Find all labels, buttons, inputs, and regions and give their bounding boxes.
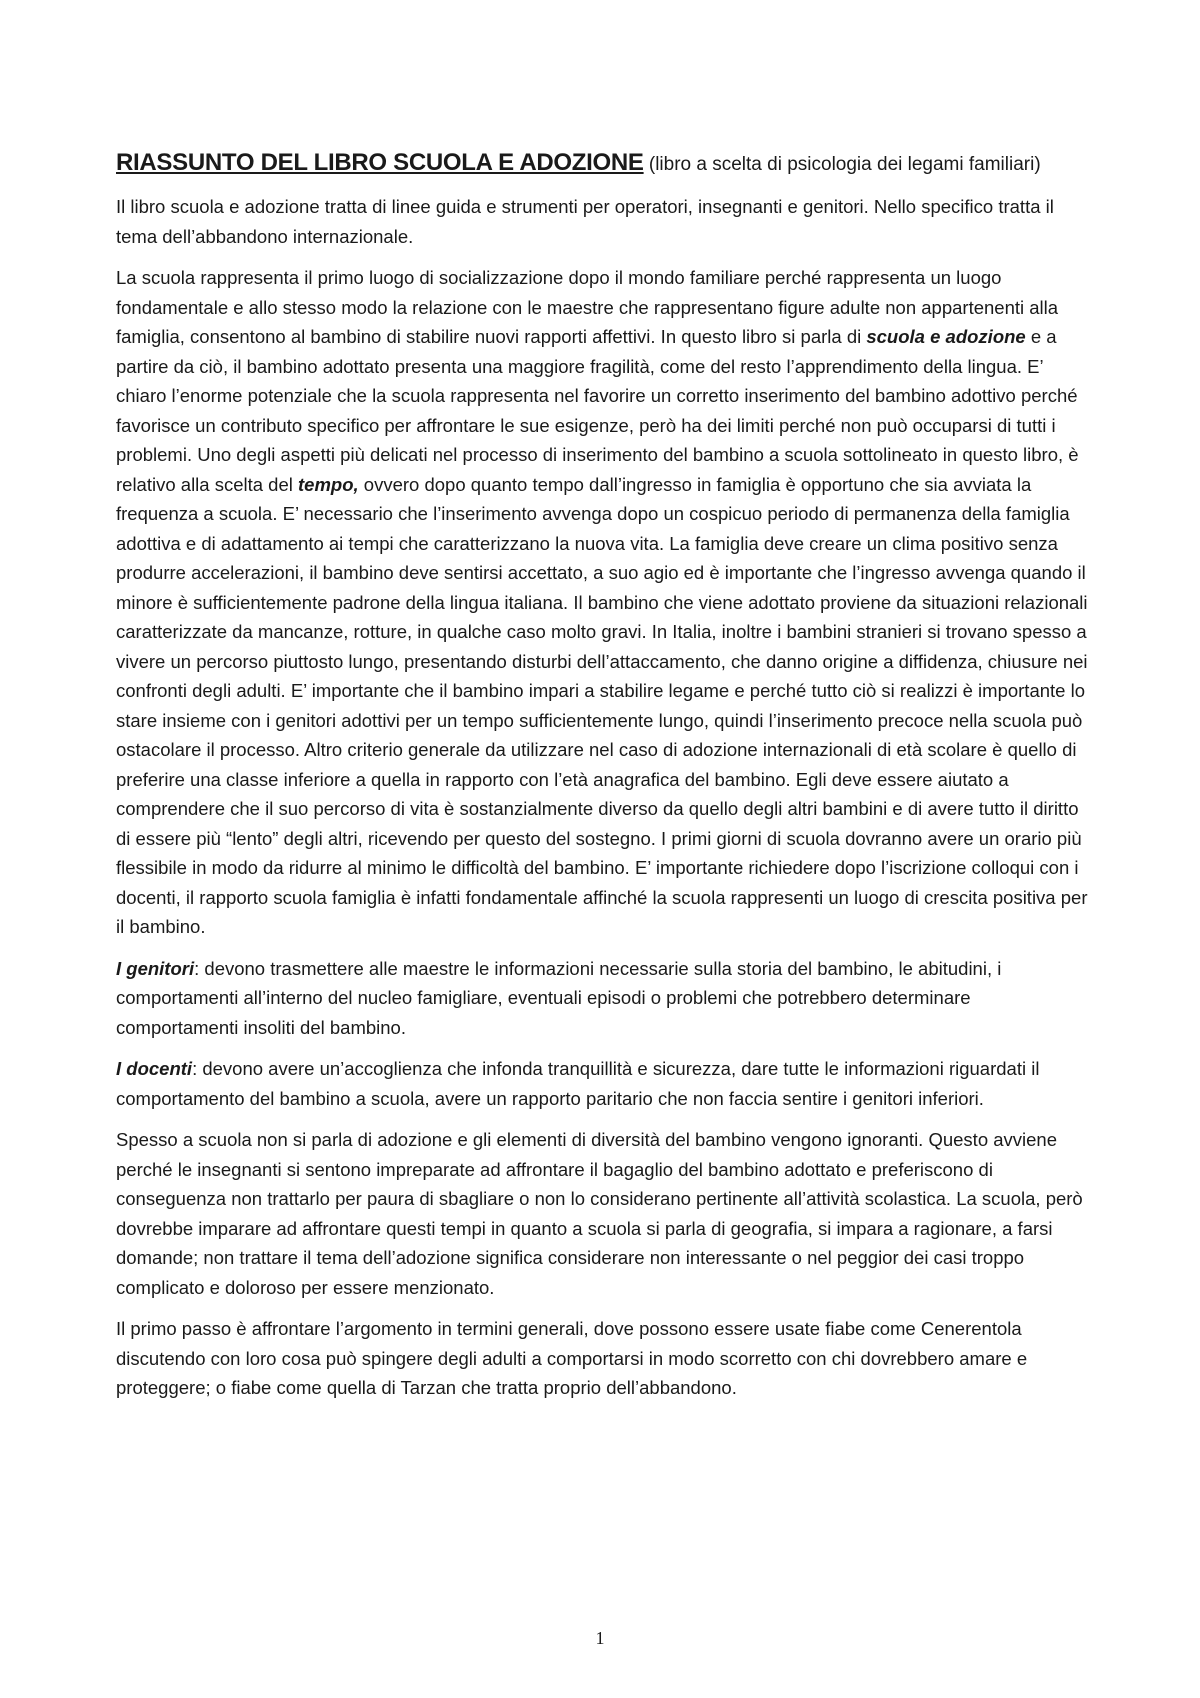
body-paragraph [116,263,1096,942]
adozione-paragraph: Spesso a scuola non si parla di adozione e gli elementi di diversità del bambino vengono ignoranti. Questo avviene perché le insegnanti si sentono impreparate ad affrontare il bagaglio del bambino adottato e preferiscono di conseguenza non trattarlo per paura di sbagliare o non lo considerano pertinente all’attività scolastica. La scuola, però dovrebbe imparare ad affrontare questi tempi in quanto a scuola si parla di geografia, si impara a ragionare, a farsi domande; non trattare il tema dell’adozione significa considerare non interessante o nel peggior dei casi troppo complicato e doloroso per essere menzionato. [116,1129,1083,1298]
body-text-3: ovvero dopo quanto tempo dall’ingresso in famiglia è opportuno che sia avviata la frequenza a scuola. E’ necessario che l’inserimento avvenga dopo un cospicuo periodo di permanenza della famiglia adottiva e di adattamento ai tempi che caratterizzano la nuova vita. La famiglia deve creare un clima positivo senza produrre accelerazioni, il bambino deve sentirsi accettato, a suo agio ed è importante che l’ingresso avvenga quando il minore è sufficientemente padrone della lingua italiana. Il bambino che viene adottato proviene da situazioni relazionali caratterizzate da mancanze, rotture, in qualche caso molto gravi. In Italia, inoltre i bambini stranieri si trovano spesso a vivere un percorso piuttosto lungo, presentando disturbi dell’attaccamento, che danno origine a diffidenza, chiusure nei confronti degli adulti. E’ importante che il bambino impari a stabilire legame e perché tutto ciò si realizzi è importante lo stare insieme con i genitori adottivi per un tempo sufficientemente lungo, quindi l’inserimento precoce nella scuola può ostacolare il processo. Altro criterio generale da utilizzare nel caso di adozione internazionali di età scolare è quello di preferire una classe inferiore a quella in rapporto con l’età anagrafica del bambino. Egli deve essere aiutato a comprendere che il suo percorso di vita è sostanzialmente diverso da quello degli altri bambini e di avere tutto il diritto di essere più “lento” degli altri, ricevendo per questo del sostegno. I primi giorni di scuola dovranno avere un orario più flessibile in modo da ridurre al minimo le difficoltà del bambino. E’ importante richiedere dopo l’iscrizione colloqui con i docenti, il rapporto scuola famiglia è infatti fondamentale affinché la scuola rappresenti un luogo di crescita positiva per il bambino. [116,473,1088,937]
body-text-1: La scuola rappresenta il primo luogo di socializzazione dopo il mondo familiare perché rappresenta un luogo fondamentale e allo stesso modo la relazione con le maestre che rappresentano figure adulte non appartenenti alla famiglia, consentono al bambino di stabilire nuovi rapporti affettivi. In questo libro si parla di [116,267,1059,347]
document-title [116,148,1096,180]
docenti-text: : devono avere un’accoglienza che infonda tranquillità e sicurezza, dare tutte le informazioni riguardati il comportamento del bambino a scuola, avere un rapporto paritario che non faccia sentire i genitori inferiori. [116,1058,1040,1109]
emphasis-scuola-adozione: scuola e adozione [866,326,1026,347]
genitori-text: : devono trasmettere alle maestre le informazioni necessarie sulla storia del bambino, le abitudini, i comportamenti all’interno del nucleo famigliare, eventuali episodi o problemi che potrebbero determinare comportamenti insoliti del bambino. [116,957,1002,1038]
genitori-paragraph [116,954,1096,1043]
intro-paragraph: Il libro scuola e adozione tratta di linee guida e strumenti per operatori, insegnanti e genitori. Nello specifico tratta il tema dell’abbandono internazionale. [116,196,1054,247]
title-main: RIASSUNTO DEL LIBRO SCUOLA E ADOZIONE [116,149,644,176]
title-subtitle: (libro a scelta di psicologia dei legami familiari) [643,154,1041,175]
docenti-lead: I docenti [116,1058,193,1079]
document-page [116,148,1096,1415]
docenti-paragraph [116,1054,1096,1113]
emphasis-tempo: tempo, [298,473,359,495]
fiabe-paragraph: Il primo passo è affrontare l’argomento in termini generali, dove possono essere usate fiabe come Cenerentola discutendo con loro cosa può spingere degli adulti a comportarsi in modo scorretto con chi dovrebbero amare e proteggere; o fiabe come quella di Tarzan che tratta proprio dell’abbandono. [116,1318,1028,1398]
body-text-2: e a partire da ciò, il bambino adottato presenta una maggiore fragilità, come del resto l’apprendimento della lingua. E’ chiaro l’enorme potenziale che la scuola rappresenta nel favorire un corretto inserimento del bambino adottivo perché favorisce un contributo specifico per affrontare le sue esigenze, però ha dei limiti perché non può occuparsi di tutti i problemi. Uno degli aspetti più delicati nel processo di inserimento del bambino a scuola sottolineato in questo libro, è relativo alla scelta del [116,326,1079,495]
page-number: 1 [595,1628,605,1648]
genitori-lead: I genitori [116,957,195,979]
